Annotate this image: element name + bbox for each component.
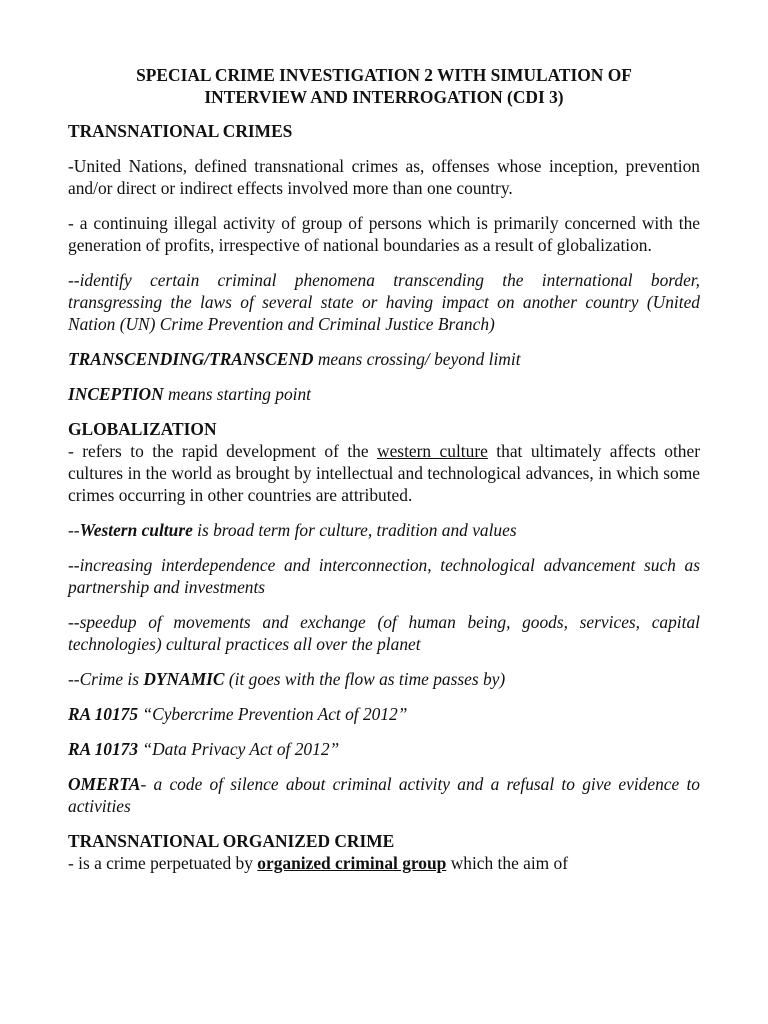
- heading-globalization: GLOBALIZATION: [68, 419, 217, 439]
- paragraph-toc-definition: [68, 852, 700, 874]
- definition-inception: [68, 383, 700, 405]
- text-run: that ultimately affects other cultures in the world as brought by intellectual and technological advances, in which some crimes occurring in other countries are attributed.: [68, 441, 701, 505]
- text-run: - is a crime perpetuated by: [68, 853, 258, 873]
- heading-transnational-organized-crime: TRANSNATIONAL ORGANIZED CRIME: [68, 831, 395, 851]
- law-title: “Cybercrime Prevention Act of 2012”: [138, 704, 408, 724]
- text-run: (it goes with the flow as time passes by): [224, 669, 506, 689]
- law-number: RA 10175: [68, 704, 139, 724]
- text-run: which the aim of: [446, 853, 569, 873]
- law-title: “Data Privacy Act of 2012”: [138, 739, 340, 759]
- document-title: [68, 64, 700, 108]
- paragraph-illegal-activity: - a continuing illegal activity of group of persons which is primarily concerned with the generation of profits, irrespective of national boundaries as a result of globalization.: [68, 213, 700, 255]
- paragraph-western-culture: [68, 519, 700, 541]
- definition-text: - a code of silence about criminal activity and a refusal to give evidence to activities: [68, 774, 700, 816]
- law-ra-10175: [68, 703, 700, 725]
- underlined-term-western-culture: western culture: [377, 441, 488, 461]
- paragraph-interdependence: --increasing interdependence and interconnection, technological advancement such as partnership and investments: [68, 555, 700, 597]
- underlined-term-organized-criminal-group: organized criminal group: [257, 853, 447, 873]
- law-ra-10173: [68, 738, 700, 760]
- paragraph-crime-dynamic: [68, 668, 700, 690]
- paragraph-speedup: --speedup of movements and exchange (of human being, goods, services, capital technologies) cultural practices all over the planet: [68, 612, 700, 654]
- paragraph-globalization-definition: [68, 440, 700, 506]
- text-run: --Crime is: [68, 669, 144, 689]
- definition-transcending: [68, 348, 700, 370]
- paragraph-criminal-phenomena: --identify certain criminal phenomena transcending the international border, transgressing the laws of several state or having impact on another country (United Nation (UN) Crime Prevention and Criminal Justice Branch): [68, 270, 700, 334]
- definition-term: TRANSCENDING/TRANSCEND: [68, 349, 314, 369]
- text-run: is broad term for culture, tradition and values: [192, 520, 517, 540]
- definition-term: OMERTA: [68, 774, 141, 794]
- text-run: - refers to the rapid development of the: [68, 441, 378, 461]
- text-run: --: [68, 520, 80, 540]
- definition-text: means crossing/ beyond limit: [313, 349, 521, 369]
- title-line-2: INTERVIEW AND INTERROGATION (CDI 3): [204, 87, 564, 107]
- definition-term: INCEPTION: [68, 384, 164, 404]
- definition-term: DYNAMIC: [143, 669, 225, 689]
- paragraph-un-definition: -United Nations, defined transnational crimes as, offenses whose inception, prevention and/or direct or indirect effects involved more than one country.: [68, 156, 700, 198]
- heading-transnational-crimes: TRANSNATIONAL CRIMES: [68, 121, 293, 141]
- definition-omerta: [68, 773, 700, 817]
- law-number: RA 10173: [68, 739, 139, 759]
- title-line-1: SPECIAL CRIME INVESTIGATION 2 WITH SIMULATION OF: [136, 65, 632, 85]
- definition-text: means starting point: [163, 384, 312, 404]
- document-body: [68, 64, 700, 874]
- definition-term: Western culture: [79, 520, 193, 540]
